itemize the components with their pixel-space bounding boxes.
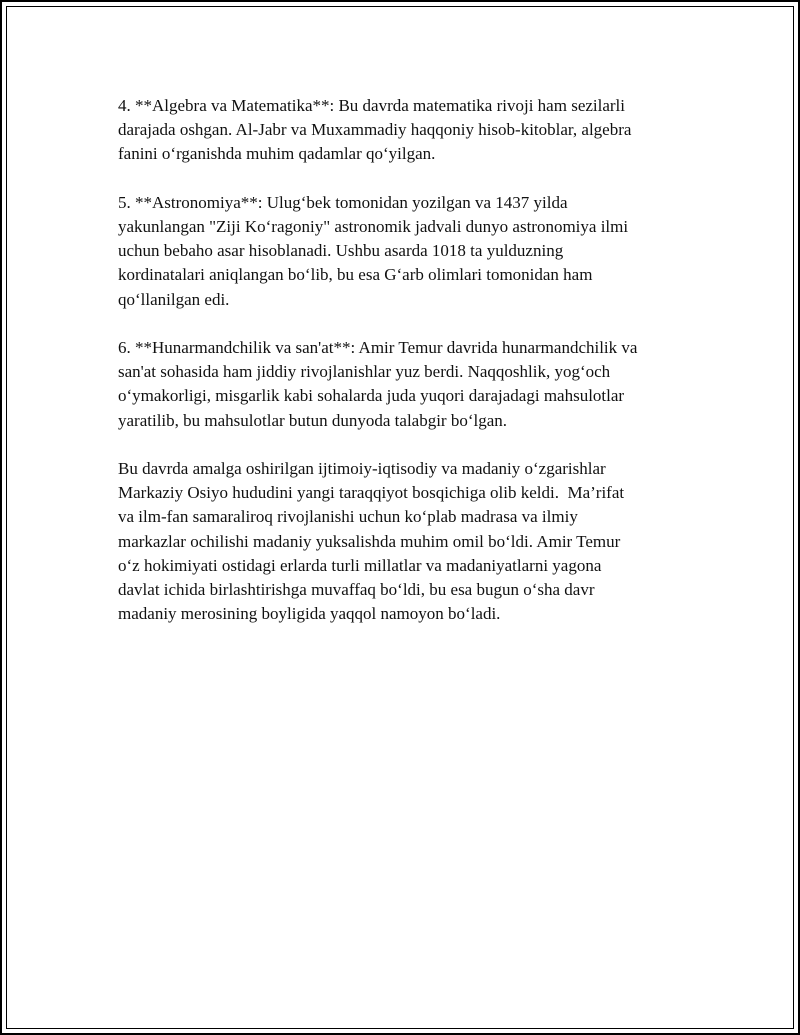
text-line: uchun bebaho asar hisoblanadi. Ushbu asarda 1018 ta yulduzning	[118, 241, 564, 261]
text-line: va ilm-fan samaraliroq rivojlanishi uchun ko‘plab madrasa va ilmiy	[118, 507, 578, 527]
text-line: davlat ichida birlashtirishga muvaffaq bo‘ldi, bu esa bugun o‘sha davr	[118, 580, 595, 600]
text-line: o‘ymakorligi, misgarlik kabi sohalarda juda yuqori darajadagi mahsulotlar	[118, 386, 625, 406]
text-line: madaniy merosining boyligida yaqqol namoyon bo‘ladi.	[118, 604, 501, 624]
text-line: 6. **Hunarmandchilik va san'at**: Amir Temur davrida hunarmandchilik va	[118, 338, 638, 357]
text-line: Bu davrda amalga oshirilgan ijtimoiy-iqtisodiy va madaniy o‘zgarishlar	[118, 459, 606, 478]
text-line: yakunlangan "Ziji Ko‘ragoniy" astronomik jadvali dunyo astronomiya ilmi	[118, 217, 629, 236]
text-line: kordinatalari aniqlangan bo‘lib, bu esa G‘arb olimlari tomonidan ham	[118, 265, 593, 285]
paragraph-astronomy	[118, 191, 698, 312]
paragraph-conclusion	[118, 457, 698, 626]
document-body	[118, 94, 698, 651]
text-line: san'at sohasida ham jiddiy rivojlanishlar yuz berdi. Naqqoshlik, yog‘och	[118, 362, 611, 382]
text-line: fanini o‘rganishda muhim qadamlar qo‘yilgan.	[118, 144, 436, 164]
text-line: darajada oshgan. Al-Jabr va Muxammadiy haqqoniy hisob-kitoblar, algebra	[118, 120, 632, 140]
text-line: markazlar ochilishi madaniy yuksalishda muhim omil bo‘ldi. Amir Temur	[118, 531, 621, 551]
text-line: yaratilib, bu mahsulotlar butun dunyoda talabgir bo‘lgan.	[118, 410, 508, 430]
paragraph-crafts-art	[118, 336, 698, 433]
text-line: qo‘llanilgan edi.	[118, 289, 230, 309]
text-line: Markaziy Osiyo hududini yangi taraqqiyot bosqichiga olib keldi. Ma’rifat	[118, 483, 625, 503]
text-line: 4. **Algebra va Matematika**: Bu davrda matematika rivoji ham sezilarli	[118, 96, 626, 115]
paragraph-algebra	[118, 94, 698, 167]
text-line: o‘z hokimiyati ostidagi erlarda turli millatlar va madaniyatlarni yagona	[118, 555, 602, 575]
text-line: 5. **Astronomiya**: Ulug‘bek tomonidan yozilgan va 1437 yilda	[118, 192, 568, 212]
